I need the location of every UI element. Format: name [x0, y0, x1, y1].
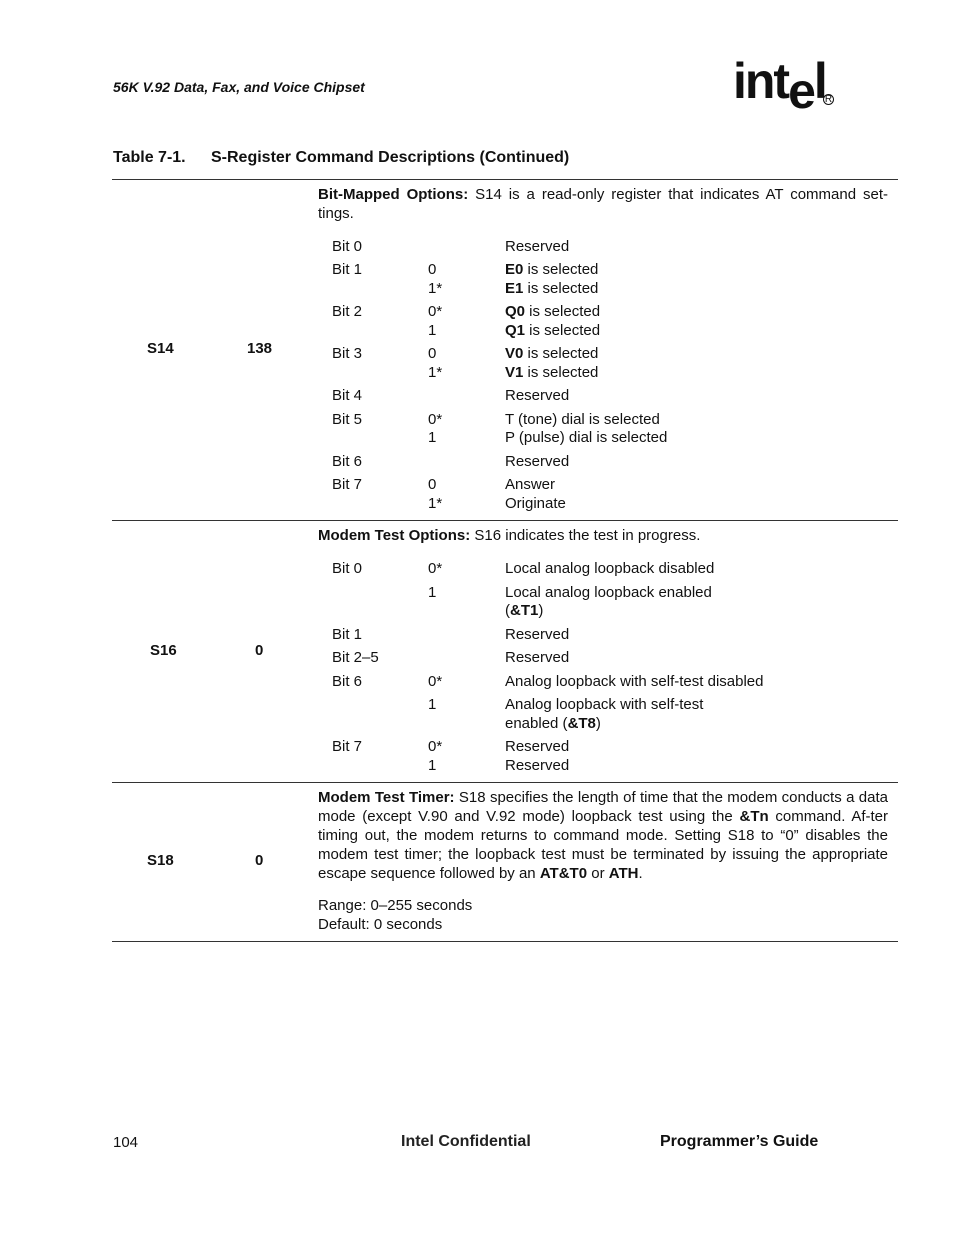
register-name-s14: S14 — [147, 340, 174, 357]
bit-value: 0* — [428, 673, 443, 690]
meaning-text: is selected — [525, 322, 601, 339]
bit-value: 0* — [428, 411, 443, 428]
logo-text-l: l — [813, 53, 826, 109]
bit-meaning — [505, 279, 598, 298]
bit-value: 1* — [428, 495, 443, 512]
bit-value: 1 — [428, 429, 437, 446]
meaning-text: T (tone) dial is selected — [505, 411, 660, 428]
bit-value: 1 — [428, 757, 437, 774]
bit-value: 1* — [428, 364, 443, 381]
register-name-s16: S16 — [150, 642, 177, 659]
logo-text-e: e — [788, 63, 814, 119]
meaning-text: enabled (&T8) — [505, 715, 601, 732]
meaning-text: Reserved — [505, 238, 570, 255]
table-title: S-Register Command Descriptions (Continued) — [211, 149, 570, 166]
bit-meaning — [505, 714, 601, 733]
s18-description — [318, 788, 888, 883]
bit-value: 0* — [428, 560, 443, 577]
bit-meaning — [505, 302, 600, 321]
bit-value: 0* — [428, 738, 443, 755]
bit-label: Bit 3 — [332, 345, 363, 362]
bit-meaning — [505, 695, 703, 714]
table-bottom-rule — [112, 941, 898, 942]
command-code: Q0 — [505, 303, 526, 320]
s18-text-2: command. Af-ter timing out, the modem returns to command mode. Setting S18 to “0” disables the modem test timer; the loopback test must be terminated by issuing the appropriate escape sequence followed by an — [318, 808, 888, 882]
meaning-text: (&T1) — [505, 602, 544, 619]
meaning-text: Reserved — [505, 757, 570, 774]
command-code: E1 — [505, 280, 524, 297]
meaning-text: Reserved — [505, 387, 570, 404]
command-code: E0 — [505, 261, 524, 278]
bit-meaning — [505, 386, 569, 405]
meaning-text: Originate — [505, 495, 566, 512]
table-caption — [113, 149, 569, 167]
intel-logo — [733, 53, 833, 119]
meaning-text: is selected — [523, 345, 599, 362]
row-divider-s14 — [112, 520, 898, 521]
bit-meaning — [505, 344, 598, 363]
command-code: &T1 — [510, 602, 539, 619]
bit-meaning — [505, 237, 569, 256]
s18-text-3: or — [587, 865, 609, 882]
bit-meaning — [505, 363, 598, 382]
bit-meaning — [505, 601, 543, 620]
register-default-s14: 138 — [247, 340, 273, 357]
s18-cmd-tn: &Tn — [739, 808, 769, 825]
bit-label: Bit 7 — [332, 738, 363, 755]
meaning-text: is selected — [523, 280, 599, 297]
footer-guide-title: Programmer’s Guide — [660, 1133, 819, 1150]
bit-value: 1 — [428, 584, 437, 601]
bit-label: Bit 7 — [332, 476, 363, 493]
bit-meaning — [505, 428, 667, 447]
bit-label: Bit 0 — [332, 560, 363, 577]
bit-value: 1* — [428, 280, 443, 297]
meaning-text: Reserved — [505, 649, 570, 666]
command-code: V1 — [505, 364, 524, 381]
bit-label: Bit 6 — [332, 453, 363, 470]
bit-meaning — [505, 625, 569, 644]
s14-heading-text: S14 is a read-only register that indicates AT command set-tings. — [318, 186, 888, 222]
meaning-text: Analog loopback with self-test — [505, 696, 704, 713]
bit-meaning — [505, 672, 764, 691]
bit-meaning — [505, 737, 569, 756]
register-default-s16: 0 — [255, 642, 264, 659]
bit-meaning — [505, 494, 566, 513]
bit-label: Bit 6 — [332, 673, 363, 690]
s18-text-1: S18 specifies the length of time that the modem conducts a data mode (except V.90 and V.92 mode) loopback test using the — [318, 789, 888, 825]
register-name-s18: S18 — [147, 852, 174, 869]
bit-meaning — [505, 475, 555, 494]
bit-meaning — [505, 559, 714, 578]
document-title: 56K V.92 Data, Fax, and Voice Chipset — [113, 79, 365, 95]
meaning-text: Reserved — [505, 626, 570, 643]
bit-label: Bit 5 — [332, 411, 363, 428]
bit-value: 0 — [428, 261, 437, 278]
bit-label: Bit 1 — [332, 261, 363, 278]
bit-meaning — [505, 452, 569, 471]
s14-description — [318, 185, 888, 223]
s16-description — [318, 526, 888, 545]
bit-value: 0 — [428, 345, 437, 362]
bit-label: Bit 0 — [332, 238, 363, 255]
meaning-text: Local analog loopback enabled — [505, 584, 712, 601]
meaning-text: is selected — [523, 261, 599, 278]
s18-cmd-att0: AT&T0 — [539, 865, 588, 882]
page-number: 104 — [113, 1134, 139, 1151]
meaning-text: Analog loopback with self-test disabled — [505, 673, 764, 690]
s18-cmd-ath: ATH — [608, 865, 639, 882]
s16-heading-text: S16 indicates the test in progress. — [470, 527, 701, 544]
bit-meaning — [505, 756, 569, 775]
s18-heading: Modem Test Timer: — [318, 789, 455, 806]
table-number: Table 7-1. — [113, 149, 186, 166]
bit-value: 0* — [428, 303, 443, 320]
meaning-text: Answer — [505, 476, 556, 493]
meaning-text: Local analog loopback disabled — [505, 560, 715, 577]
logo-text-int: int — [733, 53, 789, 109]
s18-text-4: . — [638, 865, 643, 882]
meaning-text: Reserved — [505, 738, 570, 755]
s18-range: Range: 0–255 seconds — [318, 897, 473, 914]
footer-confidential: Intel Confidential — [401, 1133, 531, 1150]
registered-mark-icon: R — [824, 94, 833, 105]
meaning-text: P (pulse) dial is selected — [505, 429, 668, 446]
row-divider-s16 — [112, 782, 898, 783]
bit-label: Bit 2 — [332, 303, 363, 320]
bit-meaning — [505, 648, 569, 667]
bit-value: 1 — [428, 696, 437, 713]
bit-value: 1 — [428, 322, 437, 339]
register-default-s18: 0 — [255, 852, 264, 869]
bit-label: Bit 4 — [332, 387, 363, 404]
meaning-text: Reserved — [505, 453, 570, 470]
meaning-text: is selected — [525, 303, 601, 320]
bit-meaning — [505, 260, 598, 279]
bit-meaning — [505, 583, 712, 602]
table-top-rule — [112, 179, 898, 180]
bit-label: Bit 1 — [332, 626, 363, 643]
command-code: &T8 — [567, 715, 596, 732]
s14-heading: Bit-Mapped Options: — [318, 186, 469, 203]
command-code: V0 — [505, 345, 524, 362]
bit-label: Bit 2–5 — [332, 649, 379, 666]
meaning-text: is selected — [523, 364, 599, 381]
command-code: Q1 — [505, 322, 526, 339]
bit-meaning — [505, 321, 600, 340]
bit-meaning — [505, 410, 660, 429]
s18-default: Default: 0 seconds — [318, 916, 443, 933]
bit-value: 0 — [428, 476, 437, 493]
s16-heading: Modem Test Options: — [318, 527, 471, 544]
